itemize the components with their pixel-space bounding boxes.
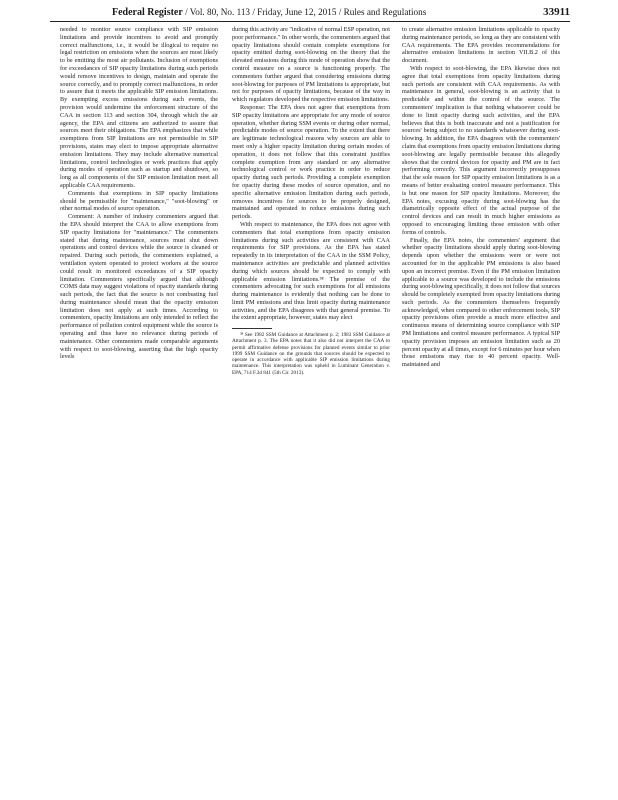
paragraph: Comment: A number of industry commenters argued that the EPA should interpret the CAA to allow exemptions from SIP opacity limitations for "maintenance." The commenters stated that during maintenance, sources must shut down operations and control devices while the source is cleaned or repaired. During such periods, the commenters explained, a ventilation system operated to protect workers at the source could result in monitored exceedances of a SIP opacity limitation. Commenters specifically argued that although COMS data may suggest violations of opacity standards during such periods, the fact that the source is not combusting fuel during maintenance should mean that the opacity emission limitation does not apply at such times. According to commenters, opacity limitations are only intended to reflect the performance of pollution control equipment while the source is operating and thus have no relevance during periods of maintenance. Other commenters made comparable arguments with respect to soot-blowing, asserting that the high opacity levels — [60, 213, 218, 361]
column-3 — [402, 26, 560, 369]
paragraph: Finally, the EPA notes, the commenters' argument that whether opacity limitations should apply during soot-blowing depends upon whether the emissions were or were not accounted for in the applicable PM emissions is also based upon an incorrect premise. Even if the PM emission limitation applicable to a source was developed to include the emissions during soot-blowing specifically, it does not follow that sources should be completely exempted from opacity limitations during such periods. As the commenters themselves frequently acknowledged, when compared to other enforcement tools, SIP opacity provisions often provide a much more effective and continuous means of determining source compliance with SIP PM limitations and control measure performance. A typical SIP opacity provision imposes an emission limitation such as 20 percent opacity at all times, except for 6 minutes per hour when those emissions may rise to 40 percent opacity. Well-maintained and — [402, 236, 560, 369]
publication-line — [112, 7, 426, 18]
paragraph: Response: The EPA does not agree that exemptions from SIP opacity limitations are appropriate for any mode of source operation, whether during SSM events or during other normal, predictable modes of source operation. To the extent that there are legitimate technological reasons why sources are able to meet only a higher opacity limitation during certain modes of operation, it does not follow that this constraint justifies complete exemption from any standard or any alternative technological control or work practice in order to reduce opacity during such periods. Providing a complete exemption for opacity during these modes of source operation, and no specific alternative emission limitation during such periods, removes incentives for sources to be properly designed, maintained and operated to reduce emissions during such periods. — [232, 103, 390, 221]
publication-title: Federal Register — [112, 7, 183, 18]
paragraph: With respect to maintenance, the EPA does not agree with commenters that total exemptions from opacity emission limitations during such activities are consistent with CAA requirements for SIP provisions. As the EPA has stated repeatedly in its interpretation of the CAA in the SSM Policy, maintenance activities are predictable and planned activities during which sources should be expected to comply with applicable emission limitations.³⁸ The premise of the commenters advocating for such exemptions for all emissions during maintenance is evidently that nothing can be done to limit PM emissions and thus limit opacity during maintenance activities, and the EPA disagrees with that general premise. To the extent appropriate, however, states may elect — [232, 220, 390, 322]
header-rule — [50, 21, 570, 22]
footnote: ³⁸ See 1982 SSM Guidance at Attachment p. 2; 1983 SSM Guidance at Attachment p. 3. The EPA notes that it also did not interpret the CAA to permit affirmative defense provisions for planned events similar to prior 1999 SSM Guidance on the grounds that sources should be expected to operate in accordance with applicable SIP emission limitations during maintenance. This interpretation was upheld in Luminant Generation v. EPA, 714 F.3d 841 (5th Cir. 2013). — [232, 332, 390, 376]
footnote-rule — [232, 328, 272, 329]
column-1 — [60, 26, 218, 361]
paragraph: during this activity are "indicative of normal ESP operation, not poor performance." In other words, the commenters argued that opacity limitations should contain complete exemptions for opacity emitted during soot-blowing on the theory that the elevated emissions during this mode of operation show that the control measure on a source is functioning properly. The commenters further argued that considering emissions during soot-blowing for purposes of PM limitations is appropriate, but not for purposes of opacity limitations, because of the way in which regulators developed the respective emission limitations. — [232, 26, 390, 104]
page-header — [50, 4, 570, 20]
page-number: 33911 — [543, 6, 570, 18]
paragraph-heading: Comments that exemptions in SIP opacity limitations should be permissible for "maintenance," "soot-blowing" or other normal modes of source operation. — [60, 189, 218, 213]
issue-info: / Vol. 80, No. 113 / Friday, June 12, 2015 / Rules and Regulations — [182, 7, 427, 17]
paragraph: to create alternative emission limitations applicable to opacity during maintenance periods, so long as they are consistent with CAA requirements. The EPA provides recommendations for alternative emission limitations in section VII.B.2 of this document. — [402, 26, 560, 65]
column-2 — [232, 26, 390, 376]
paragraph: needed to monitor source compliance with SIP emission limitations and provide incentives to avoid and promptly correct malfunctions, i.e., it would be illogical to require no legal restriction on emissions when the sources are most likely to be emitting the most air pollutants. Inclusion of exemptions for exceedances of SIP opacity limitations during such periods would remove incentives to design, maintain and operate the source correctly, and to promptly correct malfunctions, in order to assure that it meets the applicable SIP emission limitations. By exempting excess emissions during such events, the provision would undermine the enforcement structure of the CAA in section 113 and section 304, through which the air agency, the EPA and citizens are authorized to assure that sources meet their obligations. The EPA emphasizes that while exemptions from SIP limitations are not permissible in SIP provisions, states may elect to impose appropriate alternative emission limitations. They may include alternative numerical limitations, control technologies or work practices that apply during modes of operation such as startup and shutdown, so long as all components of the SIP emission limitation meet all applicable CAA requirements. — [60, 26, 218, 189]
paragraph: With respect to soot-blowing, the EPA likewise does not agree that total exemptions from opacity limitations during such periods are consistent with CAA requirements. As with maintenance in general, soot-blowing is an activity that is predictable and within the control of the source. The commenters' implication is that nothing whatsoever could be done to limit opacity during such activities, and the EPA believes that this is both inaccurate and not a justification for sources' being subject to no standards whatsoever during soot-blowing. In addition, the EPA disagrees with the commenters' claim that exemptions from opacity emission limitations during soot-blowing are legally permissible because this allegedly shows that the control devices for opacity and PM are in fact performing correctly. This argument incorrectly presupposes that the sole reason for SIP opacity emission limitations is as a means of better evaluating control measure performance. This is but one reason for SIP opacity limitations. Moreover, the EPA notes, excusing opacity during soot-blowing has the diametrically opposite effect of the actual purpose of the control devices and can result in much higher emissions as opposed to encouraging limiting those emission with other forms of controls. — [402, 64, 560, 236]
